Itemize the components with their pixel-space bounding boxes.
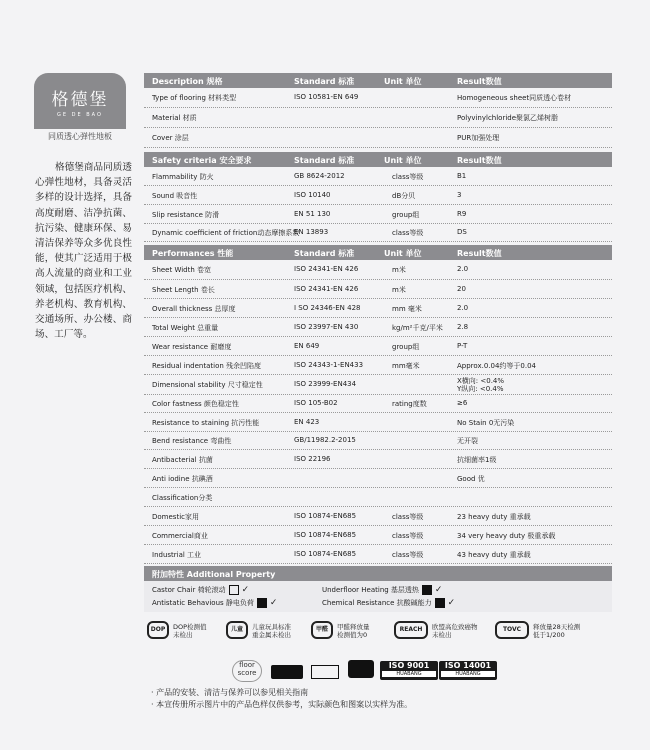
additional-property-title: 附加特性 Additional Property xyxy=(152,570,276,579)
table-cell: 3 xyxy=(457,190,462,199)
table-cell: P-T xyxy=(457,341,468,350)
mark-logo xyxy=(311,665,339,679)
chemical-icon xyxy=(435,598,445,608)
table-cell: ISO 10581-EN 649 xyxy=(294,93,359,101)
table-cell: ≥6 xyxy=(457,399,468,407)
header-cell: Unit 单位 xyxy=(384,156,422,165)
table-cell: 23 heavy duty 重承载 xyxy=(457,512,531,521)
cert-text: 释放量28天检测 低于1/200 xyxy=(533,623,581,639)
table-cell: ISO 23997-EN 430 xyxy=(294,322,359,331)
table-cell: Homogeneous sheet同质透心卷材 xyxy=(457,94,572,102)
feature-castor-chair xyxy=(152,585,249,595)
table-row xyxy=(144,450,612,469)
iso-sub-label: HUABANG xyxy=(382,671,436,677)
table-cell: No Stain 0无污染 xyxy=(457,418,515,427)
table-cell: Slip resistance 防滑 xyxy=(152,210,220,219)
table-cell: ISO 24341-EN 426 xyxy=(294,284,359,293)
table-cell: Dynamic coefficient of friction动态摩擦系数 xyxy=(152,229,300,237)
label-logo xyxy=(271,665,303,679)
iso14001-badge xyxy=(439,661,497,680)
table-row xyxy=(144,337,612,356)
header-cell: Standard 标准 xyxy=(294,156,355,165)
table-row xyxy=(144,224,612,242)
check-icon: ✓ xyxy=(269,598,278,608)
header-cell: Description 规格 xyxy=(152,77,223,86)
table-cell: EN 423 xyxy=(294,417,320,426)
header-cell: Unit 单位 xyxy=(384,77,422,86)
table-cell: Sound 吸音性 xyxy=(152,191,198,200)
table-cell: 无开裂 xyxy=(457,437,478,445)
header-cell: Standard 标准 xyxy=(294,77,355,86)
dop-icon: DOP xyxy=(147,621,169,639)
table-row xyxy=(144,186,612,205)
cert-child-toy-text xyxy=(252,623,291,639)
table-cell: ISO 24343-1-EN433 xyxy=(294,360,364,369)
feature-label: Antistatic Behavious 静电负荷 xyxy=(152,599,254,607)
table-cell: Sheet Width 卷宽 xyxy=(152,266,212,274)
table-row xyxy=(144,167,612,186)
note-color: · 本宣传册所示图片中的产品色样仅供参考，实际颜色和图案以实样为准。 xyxy=(151,700,413,709)
table-header xyxy=(144,245,612,260)
table-row xyxy=(144,128,612,148)
table-cell: 2.0 xyxy=(457,303,469,312)
iso-sub-label: HUABANG xyxy=(441,671,495,677)
table-cell: Material 材质 xyxy=(152,114,197,122)
table-cell: Resistance to staining 抗污性能 xyxy=(152,418,260,427)
table-cell: ISO 23999-EN434 xyxy=(294,380,357,388)
table-cell: rating度数 xyxy=(392,400,427,408)
table-cell: GB/11982.2-2015 xyxy=(294,436,356,444)
table-cell: Good 优 xyxy=(457,474,485,483)
table-row xyxy=(144,299,612,318)
cert-text: 欧盟高危致癌物 未检出 xyxy=(432,623,478,639)
feature-underfloor-heating xyxy=(322,585,442,595)
table-cell: Total Weight 总重量 xyxy=(152,323,219,332)
brand-subtitle: 同质透心弹性地板 xyxy=(48,132,112,141)
table-cell: 2.0 xyxy=(457,265,469,273)
table-cell: dB分贝 xyxy=(392,191,416,200)
table-cell: Domestic家用 xyxy=(152,512,199,521)
table-header xyxy=(144,152,612,167)
brand-name-cn: 格德堡 xyxy=(51,90,109,110)
brand-logo xyxy=(34,73,126,129)
table-cell: class等级 xyxy=(392,512,424,521)
table-cell: R9 xyxy=(457,209,467,218)
header-cell: Standard 标准 xyxy=(294,249,355,258)
table-cell: ISO 10874-EN685 xyxy=(294,530,357,539)
iso9001-badge xyxy=(380,661,438,680)
header-cell: Performances 性能 xyxy=(152,249,234,258)
table-cell: Industrial 工业 xyxy=(152,550,202,559)
table-cell: Color fastness 颜色稳定性 xyxy=(152,400,239,408)
cert-formaldehyde-text xyxy=(337,623,370,639)
table-cell: class等级 xyxy=(392,172,424,181)
table-cell: EN 649 xyxy=(294,341,320,350)
check-icon: ✓ xyxy=(434,585,443,595)
table-row xyxy=(144,356,612,375)
table-cell: Overall thickness 总厚度 xyxy=(152,304,236,313)
additional-property-header xyxy=(144,566,612,581)
table-header xyxy=(144,73,612,88)
table-cell: Sheet Length 卷长 xyxy=(152,285,215,294)
table-row xyxy=(144,108,612,128)
table-cell: Cover 涂层 xyxy=(152,134,189,142)
table-cell: group组 xyxy=(392,342,420,351)
additional-property-panel xyxy=(144,566,612,612)
table-cell: 34 very heavy duty 极重承载 xyxy=(457,531,556,540)
check-icon: ✓ xyxy=(447,598,456,608)
table-row xyxy=(144,375,612,395)
table-cell: ISO 10874-EN685 xyxy=(294,549,357,558)
table-row xyxy=(144,507,612,526)
table-cell: class等级 xyxy=(392,550,424,559)
feature-label: Underfloor Heating 基层透热 xyxy=(322,586,419,594)
table-cell: GB 8624-2012 xyxy=(294,171,345,180)
table-cell: Antibacterial 抗菌 xyxy=(152,455,213,464)
table-cell: ISO 105-B02 xyxy=(294,399,338,407)
table-cell: m米 xyxy=(392,285,406,294)
table-cell: class等级 xyxy=(392,531,424,540)
safety-table xyxy=(144,152,612,242)
table-cell: kg/m²千克/平米 xyxy=(392,323,443,332)
table-cell: PUR加强处理 xyxy=(457,134,500,142)
table-row xyxy=(144,318,612,337)
cert-tovc-text xyxy=(533,623,580,639)
check-icon: ✓ xyxy=(241,585,250,595)
table-cell: Polyvinylchloride聚氯乙烯树脂 xyxy=(457,114,559,122)
table-row xyxy=(144,469,612,488)
table-cell: ISO 10140 xyxy=(294,190,331,199)
antistatic-icon xyxy=(257,598,267,608)
table-cell: Classification分类 xyxy=(152,493,213,502)
table-row xyxy=(144,432,612,450)
table-cell: Anti iodine 抗碘酒 xyxy=(152,474,213,483)
table-cell: ISO 24341-EN 426 xyxy=(294,265,359,273)
table-cell: Bend resistance 弯曲性 xyxy=(152,437,232,445)
table-row xyxy=(144,413,612,432)
table-cell: ISO 10874-EN685 xyxy=(294,511,357,520)
header-cell: Unit 单位 xyxy=(384,249,422,258)
table-cell: 43 heavy duty 重承载 xyxy=(457,550,531,559)
header-cell: Result数值 xyxy=(457,77,502,86)
table-row xyxy=(144,260,612,280)
table-row xyxy=(144,488,612,507)
cert-dop-text xyxy=(173,623,207,639)
feature-label: Chemical Resistance 抗酸碱能力 xyxy=(322,599,432,607)
table-cell: class等级 xyxy=(392,229,424,237)
table-cell: Flammability 防火 xyxy=(152,172,214,181)
table-cell: Residual indentation 残余凹陷度 xyxy=(152,361,262,370)
table-cell: Type of flooring 材料类型 xyxy=(152,94,237,102)
feature-antistatic xyxy=(152,598,277,608)
tovc-icon: TOVC xyxy=(495,621,529,639)
table-cell: 2.8 xyxy=(457,322,469,331)
brand-name-en: GE DE BAO xyxy=(57,112,103,118)
table-cell: Commercial商业 xyxy=(152,531,208,540)
note-install: · 产品的安装、清洁与保养可以参见相关指南 xyxy=(151,688,309,697)
cert-text: 儿童玩具标准 重金属未检出 xyxy=(252,623,291,639)
table-cell: mm 毫米 xyxy=(392,304,422,313)
eco-logo xyxy=(348,660,374,678)
iso9001-label: ISO 9001 xyxy=(388,661,430,670)
header-cell: Result数值 xyxy=(457,249,502,258)
table-cell: mm毫米 xyxy=(392,361,420,370)
table-cell: EN 51 130 xyxy=(294,209,331,218)
table-cell: Approx.0.04约等于0.04 xyxy=(457,361,537,370)
description-table xyxy=(144,73,612,149)
table-cell: Dimensional stability 尺寸稳定性 xyxy=(152,381,263,389)
reach-icon: REACH xyxy=(394,621,428,639)
floorscore-logo: floor score xyxy=(232,660,262,682)
table-cell: 抗细菌率1级 xyxy=(457,455,497,464)
cert-reach-text xyxy=(432,623,478,639)
feature-chemical-resistance xyxy=(322,598,455,608)
table-cell: Wear resistance 耐磨度 xyxy=(152,342,232,351)
table-cell: B1 xyxy=(457,171,467,180)
table-row xyxy=(144,545,612,564)
performance-table xyxy=(144,245,612,565)
chair-icon xyxy=(229,585,239,595)
table-cell: EN 13893 xyxy=(294,228,329,236)
table-cell: 20 xyxy=(457,284,466,293)
table-row xyxy=(144,526,612,545)
intro-paragraph: 格德堡商品同质透心弹性地材，具备灵活多样的设计选择，具备高度耐磨、洁净抗菌、抗污染、健康环保、易清洁保养等众多优良性能，使其广泛适用于极高人流量的商业和工业领域，包括医疗机构、养老机构、教育机构、交通场所、办公楼、商场、工厂等。 xyxy=(35,162,132,341)
cert-text: 甲醛释放量 检测值为0 xyxy=(337,623,370,639)
table-cell: I SO 24346-EN 428 xyxy=(294,303,361,312)
table-row xyxy=(144,395,612,413)
feature-label: Castor Chair 椅轮滚动 xyxy=(152,586,226,594)
table-cell: DS xyxy=(457,228,467,236)
table-row xyxy=(144,88,612,108)
table-row xyxy=(144,205,612,224)
formaldehyde-icon: 甲醛 xyxy=(311,621,333,639)
table-cell: X横向: <0.4% Y纵向: <0.4% xyxy=(457,377,505,393)
header-cell: Safety criteria 安全要求 xyxy=(152,156,252,165)
iso14001-label: ISO 14001 xyxy=(444,661,492,670)
header-cell: Result数值 xyxy=(457,156,502,165)
cert-text: DOP检测值 未检出 xyxy=(173,623,207,639)
heating-icon xyxy=(422,585,432,595)
table-cell: m米 xyxy=(392,266,406,274)
table-row xyxy=(144,280,612,299)
child-toy-icon: 儿童 xyxy=(226,621,248,639)
table-cell: group组 xyxy=(392,210,420,219)
table-cell: ISO 22196 xyxy=(294,454,331,463)
